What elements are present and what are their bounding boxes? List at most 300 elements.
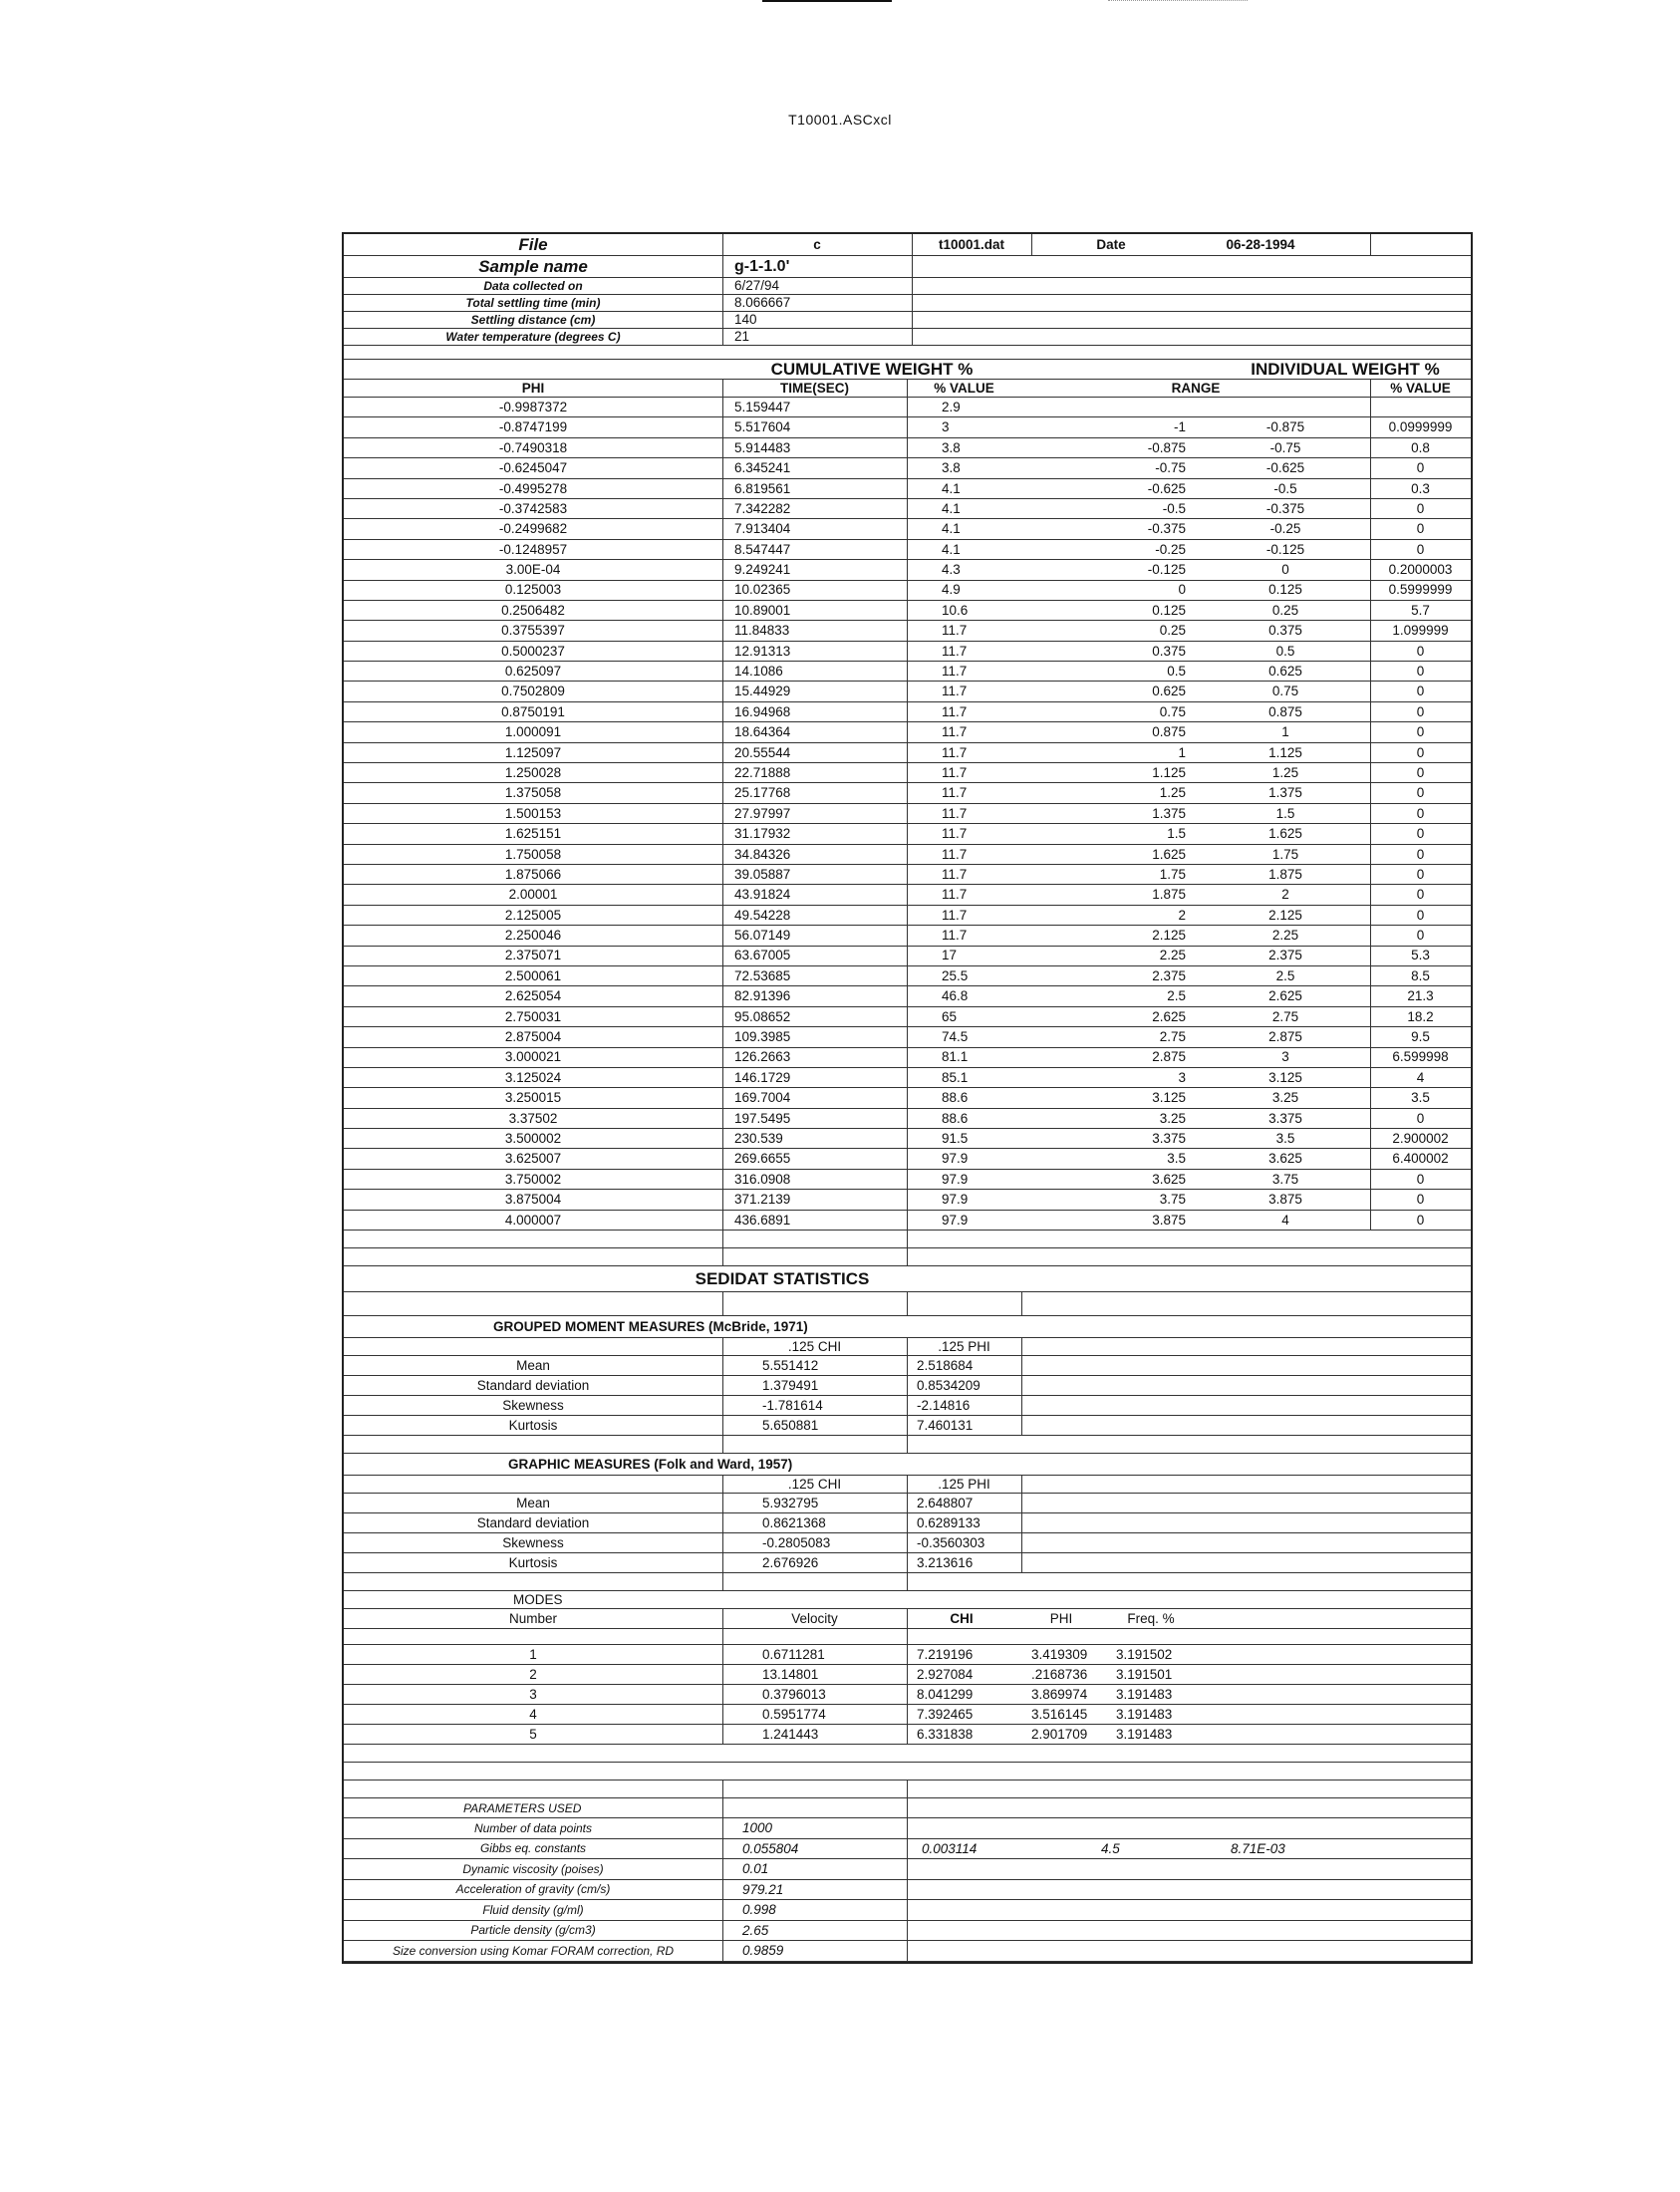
modes-cols-row	[344, 1609, 1471, 1629]
range-start: 0.125	[1152, 602, 1186, 618]
phi-value: 1.000091	[504, 724, 562, 740]
cum-value: 11.7	[942, 826, 968, 842]
stat-phi: 0.8534209	[917, 1377, 980, 1393]
param-value-3	[1101, 1941, 1181, 1961]
ind-value: 5.3	[1411, 948, 1430, 963]
weight-row	[344, 865, 1471, 885]
graphic-rows	[344, 1494, 1471, 1573]
modes-col-chi: CHI	[950, 1610, 974, 1626]
phi-value: 3.37502	[508, 1110, 558, 1126]
column-divider	[722, 499, 723, 518]
column-divider	[722, 885, 723, 904]
stat-chi: 1.379491	[762, 1377, 819, 1393]
cum-value: 11.7	[942, 703, 968, 719]
param-row	[344, 1859, 1471, 1880]
file-label: File	[518, 235, 548, 254]
column-divider	[907, 560, 908, 579]
column-divider	[722, 1027, 723, 1046]
column-divider	[722, 278, 723, 294]
column-divider	[722, 1859, 723, 1879]
weight-row	[344, 804, 1471, 824]
mode-freq: 3.191502	[1116, 1646, 1173, 1662]
column-divider	[1021, 1396, 1022, 1415]
range-end: 3	[1281, 1049, 1289, 1065]
column-divider	[907, 642, 908, 661]
range-end: -0.25	[1269, 521, 1301, 537]
graphic-cols-row	[344, 1476, 1471, 1494]
stat-chi: 2.676926	[762, 1554, 819, 1570]
cum-value: 3.8	[942, 460, 961, 476]
phi-value: 0.125003	[504, 582, 562, 598]
range-end: -0.375	[1265, 500, 1305, 516]
weight-row	[344, 763, 1471, 783]
cum-value: 97.9	[942, 1212, 969, 1228]
param-value-4: 8.71E-03	[1231, 1840, 1285, 1856]
column-divider	[907, 947, 908, 965]
range-start: 1.25	[1159, 785, 1186, 801]
ind-value: 0	[1416, 907, 1425, 923]
header-value: g-1-1.0'	[734, 257, 790, 275]
param-value-3	[1101, 1921, 1181, 1941]
range-start: -0.25	[1155, 541, 1186, 557]
cum-value: 88.6	[942, 1090, 969, 1106]
weight-row	[344, 824, 1471, 844]
stat-label: Kurtosis	[508, 1554, 558, 1570]
ind-value: 0.3	[1411, 480, 1430, 496]
time-value: 146.1729	[734, 1069, 791, 1085]
mode-chi: 2.927084	[917, 1666, 974, 1682]
param-value-2	[922, 1818, 1031, 1838]
cum-value: 4.3	[942, 562, 961, 578]
cum-value: 11.7	[942, 846, 968, 862]
column-divider	[907, 1859, 908, 1879]
range-end: 0.625	[1268, 664, 1302, 680]
mode-number: 1	[529, 1646, 537, 1662]
stat-chi: 5.932795	[762, 1495, 819, 1510]
weight-row	[344, 499, 1471, 519]
column-divider	[722, 1900, 723, 1920]
phi-value: 0.7502809	[501, 684, 565, 699]
mode-chi: 7.392465	[917, 1706, 974, 1722]
column-divider	[722, 1190, 723, 1209]
range-end: 1.5	[1275, 805, 1295, 821]
file-name: t10001.dat	[938, 236, 1005, 252]
mode-chi: 8.041299	[917, 1686, 974, 1702]
column-divider	[722, 1007, 723, 1026]
column-divider	[722, 986, 723, 1005]
phi-value: 2.00001	[508, 887, 558, 903]
range-end: 3.75	[1271, 1171, 1299, 1187]
column-divider	[722, 1170, 723, 1189]
ind-value: 2.900002	[1392, 1131, 1449, 1146]
weight-row	[344, 438, 1471, 458]
phi-value: 1.750058	[504, 846, 562, 862]
ind-value: 0	[1416, 785, 1425, 801]
param-value-3	[1101, 1859, 1181, 1879]
weight-row	[344, 1129, 1471, 1149]
column-divider	[907, 722, 908, 741]
mode-phi: 3.869974	[1031, 1686, 1088, 1702]
column-divider	[722, 1211, 723, 1230]
time-value: 109.3985	[734, 1029, 791, 1045]
range-end: 2.25	[1271, 928, 1299, 944]
range-start: -1	[1173, 419, 1186, 435]
phi-value: 0.8750191	[501, 703, 565, 719]
column-divider	[722, 642, 723, 661]
ind-value: 6.599998	[1392, 1049, 1449, 1065]
column-divider	[907, 763, 908, 782]
range-end: 3.375	[1268, 1110, 1302, 1126]
graphic-title: GRAPHIC MEASURES (Folk and Ward, 1957)	[508, 1456, 793, 1472]
column-divider	[907, 1376, 908, 1395]
cum-value: 17	[942, 948, 958, 963]
time-value: 43.91824	[734, 887, 791, 903]
stat-chi: -0.2805083	[762, 1534, 831, 1550]
param-value-2	[922, 1900, 1031, 1920]
time-value: 10.89001	[734, 602, 791, 618]
column-divider	[907, 1129, 908, 1148]
column-divider	[1021, 1356, 1022, 1375]
header-row	[344, 295, 1471, 312]
header-row	[344, 312, 1471, 329]
column-divider	[722, 722, 723, 741]
range-start: 3.625	[1152, 1171, 1186, 1187]
param-value-4	[1231, 1900, 1350, 1920]
cum-value: 91.5	[942, 1131, 969, 1146]
grouped-cols-row	[344, 1338, 1471, 1356]
cum-value: 11.7	[942, 744, 968, 760]
range-end: 2.125	[1268, 907, 1302, 923]
phi-value: 3.125024	[504, 1069, 562, 1085]
column-divider	[907, 865, 908, 884]
column-divider	[907, 1048, 908, 1067]
param-label: Number of data points	[473, 1820, 593, 1835]
column-divider	[907, 1533, 908, 1552]
column-divider	[722, 458, 723, 477]
weight-row	[344, 885, 1471, 905]
column-divider	[722, 1356, 723, 1375]
ind-value: 21.3	[1407, 988, 1434, 1004]
column-divider	[907, 783, 908, 802]
weight-row	[344, 1170, 1471, 1190]
weight-row	[344, 398, 1471, 417]
range-end: 0.125	[1268, 582, 1302, 598]
column-divider	[722, 1376, 723, 1395]
range-end: 3.5	[1275, 1131, 1295, 1146]
param-value-2: 0.003114	[922, 1840, 978, 1856]
column-divider	[907, 1705, 908, 1724]
range-start: 2	[1178, 907, 1186, 923]
column-divider	[907, 1149, 908, 1168]
range-end: 1.625	[1268, 826, 1302, 842]
time-value: 9.249241	[734, 562, 791, 578]
cum-value: 25.5	[942, 967, 969, 983]
spacer-row	[344, 1231, 1471, 1248]
range-end: 0.5	[1275, 643, 1295, 659]
phi-value: 2.375071	[504, 948, 562, 963]
time-value: 436.6891	[734, 1212, 791, 1228]
mode-velocity: 1.241443	[762, 1726, 819, 1742]
range-start: 2.375	[1152, 967, 1186, 983]
header-label: Settling distance (cm)	[470, 313, 596, 327]
param-label: Acceleration of gravity (cm/s)	[455, 1882, 611, 1897]
cum-value: 11.7	[942, 764, 968, 780]
weight-row	[344, 621, 1471, 641]
spacer-row	[344, 1292, 1471, 1316]
header-row	[344, 278, 1471, 295]
range-start: -0.875	[1147, 439, 1186, 455]
cum-value: 4.1	[942, 541, 961, 557]
range-end: 0	[1281, 562, 1289, 578]
column-divider	[907, 1088, 908, 1107]
time-value: 5.517604	[734, 419, 791, 435]
spacer-row	[344, 1629, 1471, 1645]
params-title-row	[344, 1798, 1471, 1818]
range-end: 1.25	[1271, 764, 1299, 780]
mode-velocity: 13.14801	[762, 1666, 819, 1682]
column-divider	[907, 1941, 908, 1961]
weight-row	[344, 560, 1471, 580]
spacer-row	[344, 1248, 1471, 1266]
weight-row	[344, 519, 1471, 539]
ind-value: 3.5	[1411, 1090, 1430, 1106]
cum-value: 11.7	[942, 623, 968, 639]
column-divider	[722, 256, 723, 277]
column-divider	[1021, 1513, 1022, 1532]
cum-value: 11.7	[942, 664, 968, 680]
weight-row	[344, 1068, 1471, 1088]
weight-cols-row	[344, 380, 1471, 398]
column-divider	[907, 1170, 908, 1189]
phi-value: -0.6245047	[498, 460, 568, 476]
date-value: 06-28-1994	[1226, 236, 1295, 252]
phi-value: -0.8747199	[498, 419, 568, 435]
column-divider	[907, 398, 908, 416]
phi-value: 0.2506482	[501, 602, 565, 618]
stat-row	[344, 1494, 1471, 1513]
param-value-1: 2.65	[742, 1922, 769, 1938]
range-end: 0.875	[1268, 703, 1302, 719]
ind-value: 0	[1416, 744, 1425, 760]
column-divider	[907, 1880, 908, 1900]
time-value: 63.67005	[734, 948, 791, 963]
range-start: 3.25	[1159, 1110, 1186, 1126]
column-divider	[907, 1645, 908, 1664]
column-divider	[722, 398, 723, 416]
column-divider	[722, 560, 723, 579]
cum-value: 2.9	[942, 399, 961, 414]
phi-value: 3.00E-04	[505, 562, 561, 578]
time-value: 230.539	[734, 1131, 783, 1146]
phi-value: 3.875004	[504, 1192, 562, 1208]
time-value: 49.54228	[734, 907, 791, 923]
cum-value: 85.1	[942, 1069, 969, 1085]
ind-value: 0	[1416, 460, 1425, 476]
weight-row	[344, 642, 1471, 662]
cum-value: 11.7	[942, 684, 968, 699]
cum-value: 11.7	[942, 785, 968, 801]
ind-value: 0	[1416, 521, 1425, 537]
column-divider	[1021, 1494, 1022, 1512]
phi-value: 2.125005	[504, 907, 562, 923]
range-start: 3.125	[1152, 1090, 1186, 1106]
top-scan-dots	[1108, 0, 1248, 1]
spacer-row	[344, 1573, 1471, 1591]
col-range: RANGE	[1171, 380, 1221, 396]
column-divider	[722, 702, 723, 721]
mode-chi: 6.331838	[917, 1726, 974, 1742]
column-divider	[907, 458, 908, 477]
cum-value: 4.1	[942, 500, 961, 516]
stat-phi: 3.213616	[917, 1554, 974, 1570]
weight-row	[344, 926, 1471, 946]
column-divider	[907, 885, 908, 904]
range-end: 3.25	[1271, 1090, 1299, 1106]
phi-value: -0.2499682	[498, 521, 568, 537]
column-divider	[912, 256, 913, 277]
ind-value: 5.7	[1411, 602, 1430, 618]
stat-chi: -1.781614	[762, 1397, 823, 1413]
phi-value: 0.5000237	[501, 643, 565, 659]
column-divider	[907, 438, 908, 457]
phi-value: 0.625097	[504, 664, 562, 680]
ind-value: 0.0999999	[1388, 419, 1453, 435]
column-divider	[907, 499, 908, 518]
phi-value: 2.250046	[504, 928, 562, 944]
time-value: 12.91313	[734, 643, 791, 659]
range-start: 3.5	[1167, 1151, 1186, 1167]
spacer-row	[344, 1781, 1471, 1798]
stats-title: SEDIDAT STATISTICS	[695, 1269, 870, 1289]
phi-value: 3.250015	[504, 1090, 562, 1106]
param-value-3	[1101, 1818, 1181, 1838]
cum-value: 97.9	[942, 1171, 969, 1187]
time-value: 25.17768	[734, 785, 791, 801]
column-divider	[722, 312, 723, 328]
range-start: 0.25	[1159, 623, 1186, 639]
range-end: 1	[1281, 724, 1289, 740]
weight-row	[344, 1211, 1471, 1231]
range-end: -0.125	[1265, 541, 1305, 557]
range-start: 2.625	[1152, 1008, 1186, 1024]
mode-row	[344, 1665, 1471, 1685]
column-divider	[722, 763, 723, 782]
stat-phi: 2.648807	[917, 1495, 974, 1510]
modes-rows	[344, 1645, 1471, 1745]
param-value-1: 0.998	[742, 1902, 776, 1918]
spacer-row	[344, 1763, 1471, 1781]
header-label: Sample name	[478, 257, 588, 276]
range-start: 0.5	[1167, 664, 1186, 680]
range-end: -0.5	[1273, 480, 1297, 496]
phi-value: 2.750031	[504, 1008, 562, 1024]
stat-chi: 0.8621368	[762, 1514, 826, 1530]
stat-label: Skewness	[502, 1397, 564, 1413]
ind-value: 0	[1416, 684, 1425, 699]
phi-value: 3.500002	[504, 1131, 562, 1146]
header-value: 8.066667	[734, 295, 791, 311]
ind-value: 0	[1416, 541, 1425, 557]
column-divider	[1021, 1553, 1022, 1572]
weight-row	[344, 1048, 1471, 1068]
weight-rows	[344, 398, 1471, 1231]
param-row	[344, 1900, 1471, 1921]
column-divider	[907, 906, 908, 925]
header-value: 6/27/94	[734, 278, 780, 294]
column-divider	[722, 540, 723, 559]
mode-row	[344, 1645, 1471, 1665]
ind-value: 0	[1416, 500, 1425, 516]
param-row	[344, 1941, 1471, 1962]
stat-label: Skewness	[502, 1534, 564, 1550]
column-divider	[912, 312, 913, 328]
column-divider	[722, 926, 723, 945]
weight-row	[344, 581, 1471, 601]
column-divider	[1021, 1533, 1022, 1552]
grouped-title: GROUPED MOMENT MEASURES (McBride, 1971)	[493, 1318, 808, 1334]
stat-phi: 2.518684	[917, 1357, 974, 1373]
range-end: 3.875	[1268, 1192, 1302, 1208]
column-divider	[907, 1494, 908, 1512]
ind-value: 0	[1416, 664, 1425, 680]
column-divider	[722, 1839, 723, 1859]
param-label: Dynamic viscosity (poises)	[462, 1861, 604, 1876]
phi-value: -0.1248957	[498, 541, 568, 557]
mode-freq: 3.191483	[1116, 1726, 1173, 1742]
ind-value: 0	[1416, 1171, 1425, 1187]
range-end: 0.25	[1271, 602, 1299, 618]
stat-label: Kurtosis	[508, 1417, 558, 1433]
column-divider	[907, 1416, 908, 1435]
column-divider	[907, 1211, 908, 1230]
header-value: 21	[734, 329, 750, 345]
column-divider	[722, 1533, 723, 1552]
stat-phi: 0.6289133	[917, 1514, 980, 1530]
modes-col-phi: PHI	[1049, 1610, 1073, 1626]
column-divider	[907, 1007, 908, 1026]
range-start: 1.125	[1152, 764, 1186, 780]
range-end: 2.5	[1275, 967, 1295, 983]
grouped-col2: .125 PHI	[938, 1338, 990, 1354]
weight-row	[344, 966, 1471, 986]
cum-value: 11.7	[942, 724, 968, 740]
column-divider	[907, 986, 908, 1005]
range-start: 0.75	[1159, 703, 1186, 719]
graphic-col2: .125 PHI	[938, 1476, 990, 1492]
column-divider	[722, 1665, 723, 1684]
column-divider	[722, 1685, 723, 1704]
stat-phi: -2.14816	[917, 1397, 971, 1413]
ind-value: 0	[1416, 846, 1425, 862]
range-end: 0.375	[1268, 623, 1302, 639]
range-end: 2.75	[1271, 1008, 1299, 1024]
params-title: PARAMETERS USED	[463, 1800, 582, 1815]
param-label: Size conversion using Komar FORAM correction, RD	[392, 1943, 675, 1958]
phi-value: -0.4995278	[498, 480, 568, 496]
header-row	[344, 256, 1471, 278]
ind-value: 8.5	[1411, 967, 1430, 983]
ind-value: 0.2000003	[1388, 562, 1453, 578]
cum-value: 11.7	[942, 643, 968, 659]
ind-value: 4	[1416, 1069, 1425, 1085]
column-divider	[907, 682, 908, 700]
phi-value: 0.3755397	[501, 623, 565, 639]
column-divider	[722, 845, 723, 864]
stat-row	[344, 1356, 1471, 1376]
column-divider	[907, 1665, 908, 1684]
phi-value: 1.875066	[504, 866, 562, 882]
stat-phi: 7.460131	[917, 1417, 974, 1433]
